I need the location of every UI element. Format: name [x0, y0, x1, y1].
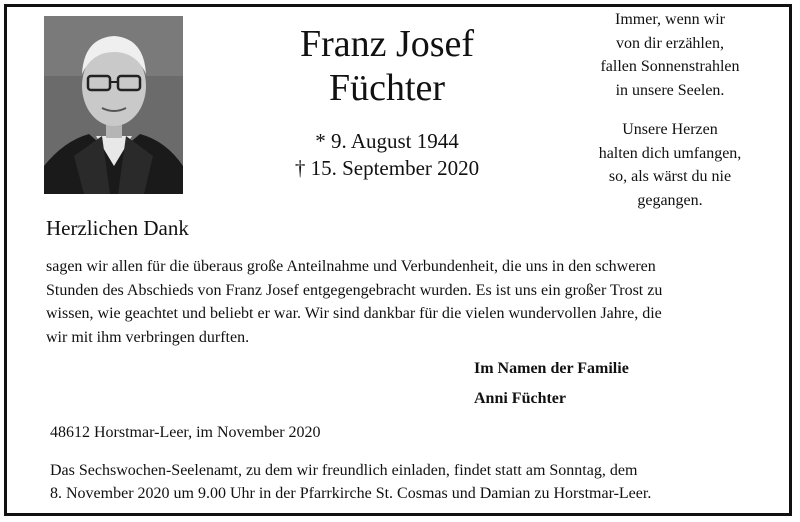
- place-date: 48612 Horstmar-Leer, im November 2020: [50, 424, 321, 441]
- verse-line: Unsere Herzen: [622, 121, 718, 138]
- verse-line: halten dich umfangen,: [598, 144, 742, 162]
- signature: [474, 354, 629, 414]
- birth-date: * 9. August 1944: [315, 129, 459, 153]
- deceased-name: [232, 22, 542, 110]
- thanks-body: sagen wir allen für die überaus große Anteilnahme und Verbundenheit, die uns in den schweren Stunden des Abschieds von Franz Josef entgegengebracht wurden. Es ist uns ein großer Trost zu wissen, wie geachtet und beliebt er war. Wir sind dankbar für die vielen wundervollen Jahre, die wir mit ihm verbringen durften.: [46, 258, 663, 346]
- verse-line: von dir erzählen,: [616, 34, 724, 52]
- verse-line: so, als wärst du nie: [608, 168, 732, 185]
- verse-line: fallen Sonnenstrahlen: [600, 58, 740, 75]
- last-name: Füchter: [328, 67, 446, 109]
- first-name: Franz Josef: [299, 23, 475, 65]
- thanks-heading: Herzlichen Dank: [46, 216, 189, 240]
- life-dates: [232, 128, 542, 182]
- memorial-verse: [560, 8, 780, 212]
- signature-line: Im Namen der Familie: [474, 360, 629, 377]
- signature-name: Anni Füchter: [474, 390, 566, 407]
- verse-line: gegangen.: [637, 191, 703, 209]
- portrait-image: [44, 16, 183, 194]
- death-date: † 15. September 2020: [294, 156, 480, 180]
- portrait-photo: [44, 16, 183, 194]
- verse-line: in unsere Seelen.: [615, 81, 725, 99]
- mass-notice: Das Sechswochen-Seelenamt, zu dem wir freundlich einladen, findet statt am Sonntag, dem 8. November 2020 um 9.00 Uhr in der Pfarrkirche St. Cosmas und Damian zu Horstmar-Leer.: [50, 462, 652, 502]
- verse-line: Immer, wenn wir: [615, 11, 725, 28]
